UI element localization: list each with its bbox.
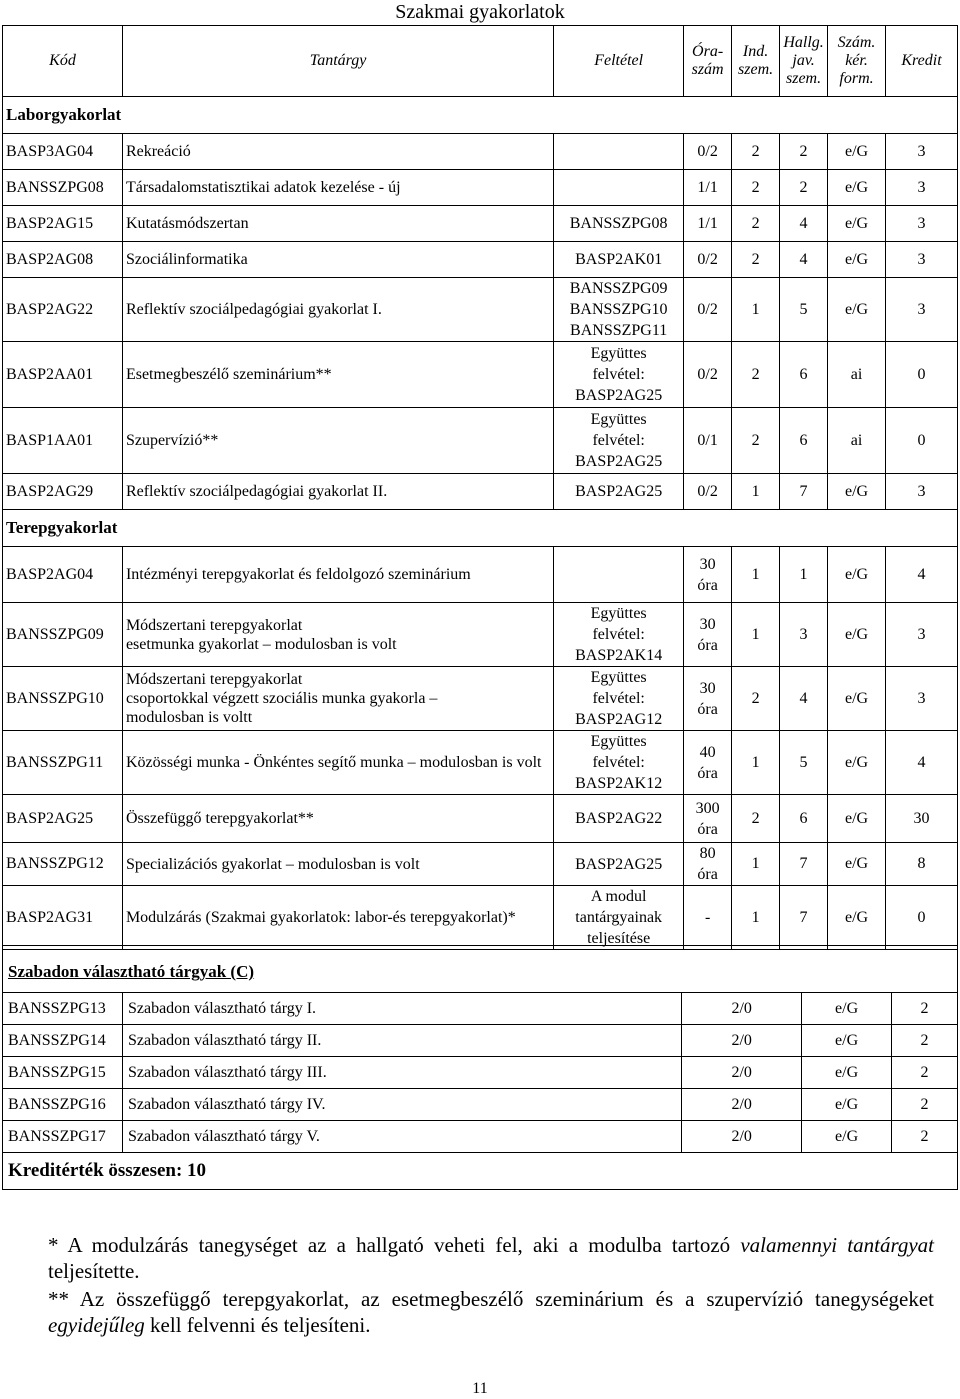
- course-hallg-szem: 5: [780, 731, 828, 795]
- course-condition: BASP2AG22: [554, 795, 684, 843]
- course-code: BANSSZPG16: [3, 1089, 123, 1121]
- course-code: BANSSZPG12: [3, 843, 123, 886]
- course-condition: Együttes felvétel: BASP2AK14: [554, 603, 684, 667]
- course-form: e/G: [828, 242, 886, 278]
- page-number: 11: [472, 1380, 488, 1397]
- elective-table: [2, 945, 958, 1190]
- course-hours: 0/2: [684, 242, 732, 278]
- course-hours: 30 óra: [684, 547, 732, 603]
- course-hallg-szem: 4: [780, 206, 828, 242]
- header-tantargy: Tantárgy: [122, 26, 553, 97]
- course-kredit: 0: [886, 342, 958, 408]
- course-hours: 2/0: [682, 993, 802, 1025]
- course-kredit: 3: [886, 134, 958, 170]
- header-oraszam: Óra-szám: [684, 26, 732, 97]
- course-name: Módszertani terepgyakorlat csoportokkal végzett szociális munka gyakorla – modulosban is voltt: [122, 667, 553, 731]
- terep-section-heading: [3, 510, 958, 547]
- course-name: Intézményi terepgyakorlat és feldolgozó szeminárium: [122, 547, 553, 603]
- header-ind-szem: Ind. szem.: [732, 26, 780, 97]
- course-name: Társadalomstatisztikai adatok kezelése - új: [122, 170, 553, 206]
- course-code: BASP2AG25: [3, 795, 123, 843]
- footnote-1: * A modulzárás tanegységet az a hallgató veheti fel, aki a modulba tartozó valamennyi tantárgyat teljesítette.: [48, 1233, 935, 1283]
- course-form: e/G: [828, 134, 886, 170]
- course-hallg-szem: 4: [780, 242, 828, 278]
- course-ind-szem: 1: [732, 547, 780, 603]
- course-condition: [554, 547, 684, 603]
- course-condition: Együttes felvétel: BASP2AG12: [554, 667, 684, 731]
- course-kredit: 4: [886, 731, 958, 795]
- course-form: e/G: [828, 474, 886, 510]
- page-title: Szakmai gyakorlatok: [395, 1, 565, 23]
- course-kredit: 3: [886, 474, 958, 510]
- table-row: [3, 342, 958, 408]
- course-name: Szociálinformatika: [122, 242, 553, 278]
- course-hours: 80 óra: [684, 843, 732, 886]
- course-code: BANSSZPG15: [3, 1057, 123, 1089]
- course-hallg-szem: 5: [780, 278, 828, 342]
- course-form: e/G: [828, 170, 886, 206]
- course-name: Reflektív szociálpedagógiai gyakorlat I.: [122, 278, 553, 342]
- course-code: BANSSZPG11: [3, 731, 123, 795]
- course-hours: 0/2: [684, 474, 732, 510]
- course-hallg-szem: 4: [780, 667, 828, 731]
- table-row: [3, 993, 958, 1025]
- header-hallg-jav: Hallg. jav. szem.: [780, 26, 828, 97]
- course-code: BANSSZPG08: [3, 170, 123, 206]
- course-condition: BASP2AK01: [554, 242, 684, 278]
- course-condition: BASP2AG25: [554, 474, 684, 510]
- table-row: [3, 843, 958, 886]
- table-row: [3, 278, 958, 342]
- header-kod: Kód: [3, 26, 123, 97]
- course-code: BASP2AG15: [3, 206, 123, 242]
- labor-heading: Laborgyakorlat: [3, 97, 958, 134]
- course-ind-szem: 2: [732, 342, 780, 408]
- table-row: [3, 134, 958, 170]
- labor-section-heading: [3, 97, 958, 134]
- course-kredit: 2: [892, 993, 958, 1025]
- course-code: BASP2AG04: [3, 547, 123, 603]
- course-ind-szem: 1: [732, 278, 780, 342]
- course-form: e/G: [802, 1121, 892, 1153]
- course-hours: 2/0: [682, 1025, 802, 1057]
- table-row: [3, 1057, 958, 1089]
- course-code: BASP1AA01: [3, 408, 123, 474]
- header-szam-ker: Szám. kér. form.: [828, 26, 886, 97]
- course-form: e/G: [828, 843, 886, 886]
- course-kredit: 2: [892, 1089, 958, 1121]
- course-name: Szabadon választható tárgy IV.: [122, 1089, 681, 1121]
- course-ind-szem: 2: [732, 795, 780, 843]
- course-hours: 2/0: [682, 1121, 802, 1153]
- course-form: e/G: [828, 731, 886, 795]
- table-row: [3, 408, 958, 474]
- course-name: Kutatásmódszertan: [122, 206, 553, 242]
- course-code: BANSSZPG14: [3, 1025, 123, 1057]
- course-condition: Együttes felvétel: BASP2AK12: [554, 731, 684, 795]
- table-row: [3, 170, 958, 206]
- course-hours: -: [684, 886, 732, 950]
- table-row: [3, 1121, 958, 1153]
- course-hours: 30 óra: [684, 667, 732, 731]
- header-feltetel: Feltétel: [554, 26, 684, 97]
- course-name: Szabadon választható tárgy V.: [122, 1121, 681, 1153]
- terep-heading: Terepgyakorlat: [3, 510, 958, 547]
- course-name: Szabadon választható tárgy III.: [122, 1057, 681, 1089]
- course-code: BASP3AG04: [3, 134, 123, 170]
- course-condition: Együttes felvétel: BASP2AG25: [554, 342, 684, 408]
- course-hours: 300 óra: [684, 795, 732, 843]
- course-name: Specializációs gyakorlat – modulosban is volt: [122, 843, 553, 886]
- course-hours: 30 óra: [684, 603, 732, 667]
- course-code: BANSSZPG10: [3, 667, 123, 731]
- course-hallg-szem: 2: [780, 170, 828, 206]
- course-condition: [554, 134, 684, 170]
- course-ind-szem: 1: [732, 603, 780, 667]
- course-ind-szem: 2: [732, 206, 780, 242]
- course-code: BANSSZPG13: [3, 993, 123, 1025]
- course-form: e/G: [828, 603, 886, 667]
- course-ind-szem: 2: [732, 408, 780, 474]
- table-row: [3, 667, 958, 731]
- course-hours: 0/2: [684, 278, 732, 342]
- course-ind-szem: 2: [732, 134, 780, 170]
- course-form: e/G: [828, 547, 886, 603]
- course-condition: BASP2AG25: [554, 843, 684, 886]
- course-form: e/G: [828, 886, 886, 950]
- course-hallg-szem: 6: [780, 795, 828, 843]
- table-row: [3, 474, 958, 510]
- course-hours: 0/2: [684, 134, 732, 170]
- course-kredit: 30: [886, 795, 958, 843]
- header-row: [3, 26, 958, 97]
- course-form: e/G: [828, 667, 886, 731]
- credit-total-row: [3, 1153, 958, 1190]
- course-kredit: 0: [886, 408, 958, 474]
- course-hours: 1/1: [684, 206, 732, 242]
- course-hours: 1/1: [684, 170, 732, 206]
- course-condition: A modul tantárgyainak teljesítése: [554, 886, 684, 950]
- course-ind-szem: 1: [732, 731, 780, 795]
- course-hallg-szem: 7: [780, 886, 828, 950]
- course-kredit: 2: [892, 1025, 958, 1057]
- course-name: Reflektív szociálpedagógiai gyakorlat II.: [122, 474, 553, 510]
- elective-heading-row: [3, 946, 958, 993]
- course-kredit: 3: [886, 667, 958, 731]
- course-hours: 2/0: [682, 1089, 802, 1121]
- course-hallg-szem: 7: [780, 843, 828, 886]
- course-hallg-szem: 6: [780, 408, 828, 474]
- table-row: [3, 603, 958, 667]
- course-hallg-szem: 7: [780, 474, 828, 510]
- table-row: [3, 547, 958, 603]
- course-ind-szem: 1: [732, 886, 780, 950]
- course-condition: [554, 170, 684, 206]
- practice-table: [2, 25, 958, 950]
- course-form: e/G: [802, 1089, 892, 1121]
- course-hallg-szem: 6: [780, 342, 828, 408]
- course-ind-szem: 2: [732, 242, 780, 278]
- table-row: [3, 731, 958, 795]
- course-kredit: 0: [886, 886, 958, 950]
- course-code: BANSSZPG17: [3, 1121, 123, 1153]
- course-kredit: 3: [886, 170, 958, 206]
- course-hallg-szem: 2: [780, 134, 828, 170]
- course-hours: 40 óra: [684, 731, 732, 795]
- course-name: Szabadon választható tárgy I.: [122, 993, 681, 1025]
- course-name: Rekreáció: [122, 134, 553, 170]
- course-hallg-szem: 3: [780, 603, 828, 667]
- course-form: e/G: [802, 1025, 892, 1057]
- header-kredit: Kredit: [886, 26, 958, 97]
- course-form: e/G: [802, 993, 892, 1025]
- course-kredit: 3: [886, 603, 958, 667]
- course-name: Összefüggő terepgyakorlat**: [122, 795, 553, 843]
- table-row: [3, 795, 958, 843]
- course-ind-szem: 2: [732, 170, 780, 206]
- course-code: BASP2AG08: [3, 242, 123, 278]
- course-condition: BANSSZPG08: [554, 206, 684, 242]
- course-form: e/G: [828, 278, 886, 342]
- course-code: BASP2AG29: [3, 474, 123, 510]
- course-form: ai: [828, 408, 886, 474]
- course-kredit: 2: [892, 1121, 958, 1153]
- elective-heading: Szabadon választható tárgyak (C): [3, 946, 958, 993]
- course-kredit: 3: [886, 242, 958, 278]
- course-code: BANSSZPG09: [3, 603, 123, 667]
- credit-total: Kreditérték összesen: 10: [3, 1153, 958, 1190]
- course-ind-szem: 1: [732, 843, 780, 886]
- course-kredit: 3: [886, 278, 958, 342]
- course-kredit: 8: [886, 843, 958, 886]
- course-name: Módszertani terepgyakorlat esetmunka gyakorlat – modulosban is volt: [122, 603, 553, 667]
- course-kredit: 2: [892, 1057, 958, 1089]
- course-hours: 0/1: [684, 408, 732, 474]
- footnote-2: ** Az összefüggő terepgyakorlat, az esetmegbeszélő szeminárium és a szupervízió tanegységeket egyidejűleg kell felvenni és teljesíteni.: [48, 1287, 934, 1337]
- course-kredit: 3: [886, 206, 958, 242]
- table-row: [3, 1089, 958, 1121]
- course-code: BASP2AG22: [3, 278, 123, 342]
- course-code: BASP2AG31: [3, 886, 123, 950]
- course-form: ai: [828, 342, 886, 408]
- course-hours: 2/0: [682, 1057, 802, 1089]
- course-code: BASP2AA01: [3, 342, 123, 408]
- course-condition: BANSSZPG09 BANSSZPG10 BANSSZPG11: [554, 278, 684, 342]
- course-name: Esetmegbeszélő szeminárium**: [122, 342, 553, 408]
- course-condition: Együttes felvétel: BASP2AG25: [554, 408, 684, 474]
- course-form: e/G: [828, 795, 886, 843]
- course-name: Szupervízió**: [122, 408, 553, 474]
- table-row: [3, 242, 958, 278]
- course-form: e/G: [828, 206, 886, 242]
- course-hours: 0/2: [684, 342, 732, 408]
- course-ind-szem: 1: [732, 474, 780, 510]
- course-form: e/G: [802, 1057, 892, 1089]
- course-hallg-szem: 1: [780, 547, 828, 603]
- table-row: [3, 206, 958, 242]
- course-ind-szem: 2: [732, 667, 780, 731]
- course-name: Szabadon választható tárgy II.: [122, 1025, 681, 1057]
- course-name: Modulzárás (Szakmai gyakorlatok: labor-és terepgyakorlat)*: [122, 886, 553, 950]
- course-name: Közösségi munka - Önkéntes segítő munka – modulosban is volt: [122, 731, 553, 795]
- course-kredit: 4: [886, 547, 958, 603]
- table-row: [3, 886, 958, 950]
- table-row: [3, 1025, 958, 1057]
